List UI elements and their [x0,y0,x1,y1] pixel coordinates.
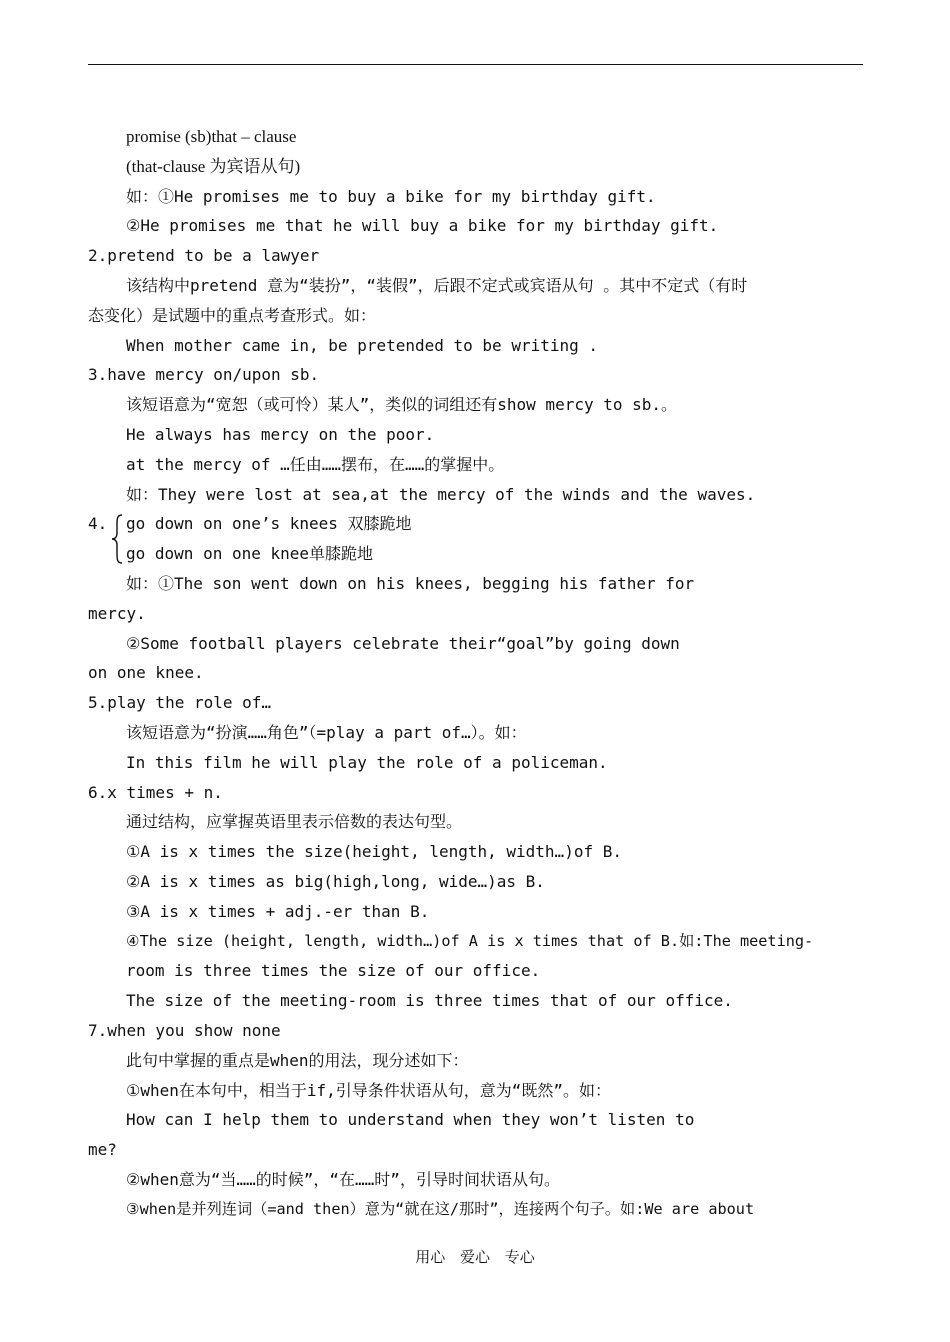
text-line: at the mercy of …任由……摆布，在……的掌握中。 [126,454,505,474]
text-line: 态变化）是试题中的重点考查形式。如： [88,305,377,325]
section-heading: 2.pretend to be a lawyer [88,246,320,266]
text-line: go down on one’s knees 双膝跪地 [126,514,412,534]
text-line: ③A is x times + adj.-er than B. [126,901,430,921]
text-line: He always has mercy on the poor. [126,424,435,444]
text-line: In this film he will play the role of a policeman. [126,752,608,772]
page-footer: 用心 爱心 专心 [415,1248,535,1266]
text-line: 如：①The son went down on his knees, begging his father for [126,573,695,593]
text-line: 如：①He promises me to buy a bike for my birthday gift. [126,186,656,206]
text-line: ②Some football players celebrate their“goal”by going down [126,633,680,653]
section-heading: 3.have mercy on/upon sb. [88,365,320,385]
text-line: promise (sb)that – clause [126,127,297,146]
text-line: ④The size (height, length, width…)of A is x times that of B.如:The meeting- [126,931,814,950]
text-line: The size of the meeting-room is three times that of our office. [126,991,733,1011]
text-line: 该短语意为“宽恕（或可怜）某人”，类似的词组还有show mercy to sb.。 [126,395,678,415]
text-line: ②when意为“当……的时候”，“在……时”，引导时间状语从句。 [126,1169,560,1189]
section-heading: 4. [88,514,108,534]
header-rule [88,64,863,65]
text-line: ①when在本句中，相当于if,引导条件状语从句，意为“既然”。如： [126,1080,612,1100]
text-line: How can I help them to understand when they won’t listen to [126,1110,695,1130]
section-heading: 6.x times + n. [88,782,223,802]
text-line: (that-clause 为宾语从句) [126,156,301,176]
curly-brace-icon [110,513,124,565]
text-line: ②He promises me that he will buy a bike for my birthday gift. [126,216,719,236]
section-heading: 5.play the role of… [88,693,272,713]
page-content [88,122,863,1224]
text-line: 通过结构，应掌握英语里表示倍数的表达句型。 [126,812,463,832]
brace-group [88,509,863,569]
text-line: ③when是并列连词（=and then）意为“就在这/那时”，连接两个句子。如:We are about [126,1199,755,1218]
text-line: When mother came in, be pretended to be writing . [126,335,599,355]
text-line: 如：They were lost at sea,at the mercy of the winds and the waves. [126,484,756,504]
text-line: on one knee. [88,663,204,683]
text-line: mercy. [88,603,146,623]
text-line: 此句中掌握的重点是when的用法，现分述如下： [126,1050,469,1070]
text-line: me? [88,1140,117,1160]
text-line: room is three times the size of our office. [126,961,541,981]
text-line: ①A is x times the size(height, length, width…)of B. [126,842,622,862]
text-line: go down on one knee单膝跪地 [126,544,374,564]
section-heading: 7.when you show none [88,1020,281,1040]
text-line: 该短语意为“扮演……角色”（=play a part of…）。如： [126,722,527,742]
text-line: ②A is x times as big(high,long, wide…)as B. [126,871,545,891]
text-line: 该结构中pretend 意为“装扮”，“装假”，后跟不定式或宾语从句 。其中不定式（有时 [126,275,748,295]
